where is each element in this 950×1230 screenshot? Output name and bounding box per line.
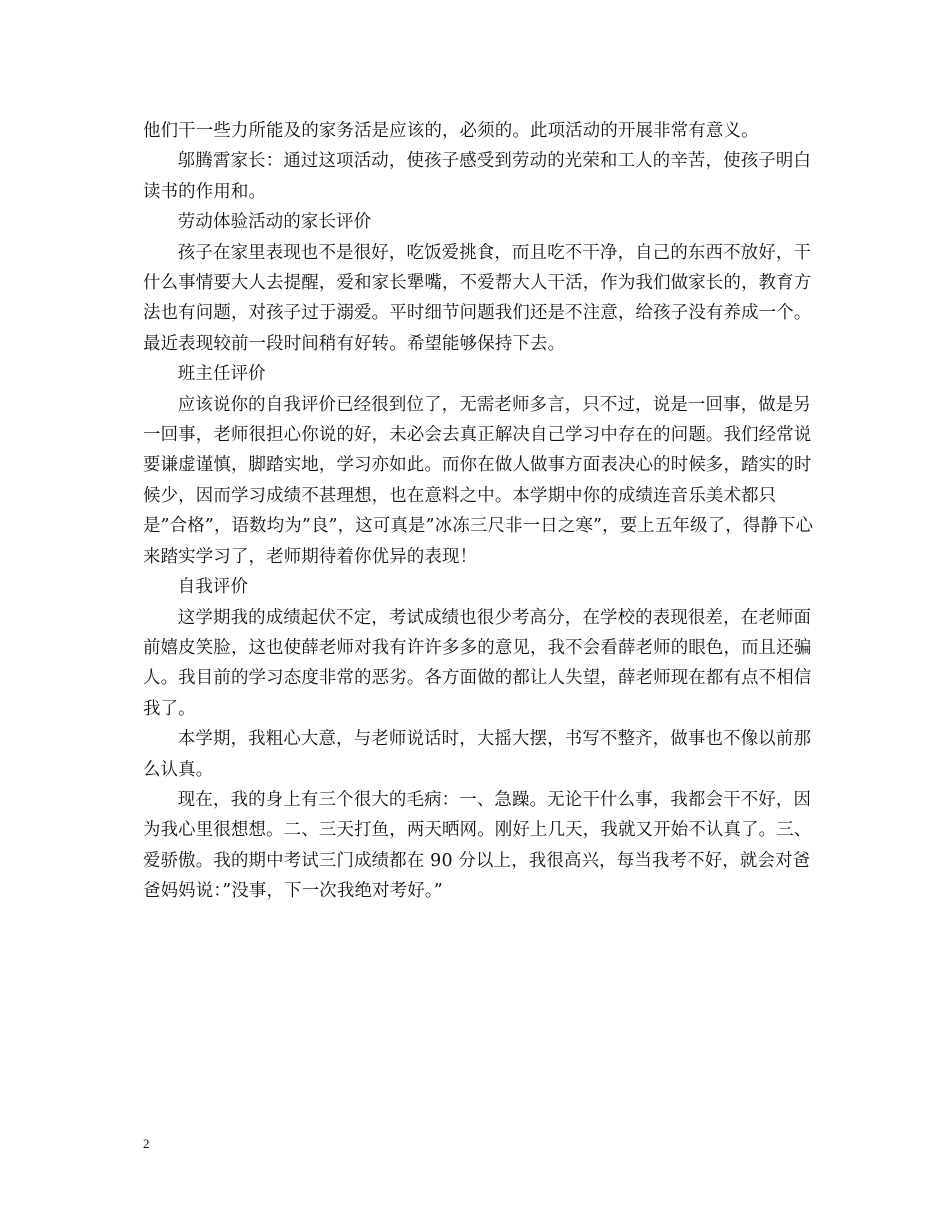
page-number: 2 xyxy=(143,1136,150,1151)
paragraph-self-evaluation-2: 本学期，我粗心大意，与老师说话时，大摇大摆，书写不整齐，做事也不像以前那么认真。 xyxy=(143,729,812,780)
paragraph-self-evaluation-1: 这学期我的成绩起伏不定，考试成绩也很少考高分，在学校的表现很差，在老师面前嬉皮笑脸，这也使薛老师对我有许许多多的意见，我不会看薛老师的眼色，而且还骗人。我目前的学习态度非常的恶劣。各方面做的都让人失望，薛老师现在都有点不相信我了。 xyxy=(143,607,812,719)
section-heading-self-evaluation: 自我评价 xyxy=(177,577,249,598)
paragraph-parent-comment: 邬腾霄家长：通过这项活动，使孩子感受到劳动的光荣和工人的辛苦，使孩子明白读书的作用和。 xyxy=(143,151,812,202)
paragraph-continuation: 他们干一些力所能及的家务活是应该的，必须的。此项活动的开展非常有意义。 xyxy=(143,121,759,141)
section-heading-teacher-evaluation: 班主任评价 xyxy=(177,364,266,385)
paragraph-teacher-evaluation: 应该说你的自我评价已经很到位了，无需老师多言，只不过，说是一回事，做是另一回事，老师很担心你说的好，未必会去真正解决自己学习中存在的问题。我们经常说要谦虚谨慎，脚踏实地，学习亦如此。而你在做人做事方面表决心的时候多，踏实的时候少，因而学习成绩不甚理想，也在意料之中。本学期中你的成绩连音乐美术都只是”合格”，语数均为”良”，这可真是”冰冻三尺非一日之寒”，要上五年级了，得静下心来踏实学习了，老师期待着你优异的表现！ xyxy=(143,394,814,567)
paragraph-parent-evaluation: 孩子在家里表现也不是很好，吃饭爱挑食，而且吃不干净，自己的东西不放好，干什么事情要大人去提醒，爱和家长犟嘴，不爱帮大人干活，作为我们做家长的，教育方法也有问题，对孩子过于溺爱。平时细节问题我们还是不注意，给孩子没有养成一个。最近表现较前一段时间稍有好转。希望能够保持下去。 xyxy=(143,242,812,354)
paragraph-self-evaluation-3: 现在，我的身上有三个很大的毛病：一、急躁。无论干什么事，我都会干不好，因为我心里很想想。二、三天打鱼，两天晒网。刚好上几天，我就又开始不认真了。三、爱骄傲。我的期中考试三门成绩都在 90 分以上，我很高兴，每当我考不好，就会对爸爸妈妈说：”没事，下一次我绝对考好。” xyxy=(143,789,812,902)
section-heading-parent-evaluation: 劳动体验活动的家长评价 xyxy=(177,212,372,233)
document-body xyxy=(143,116,815,907)
